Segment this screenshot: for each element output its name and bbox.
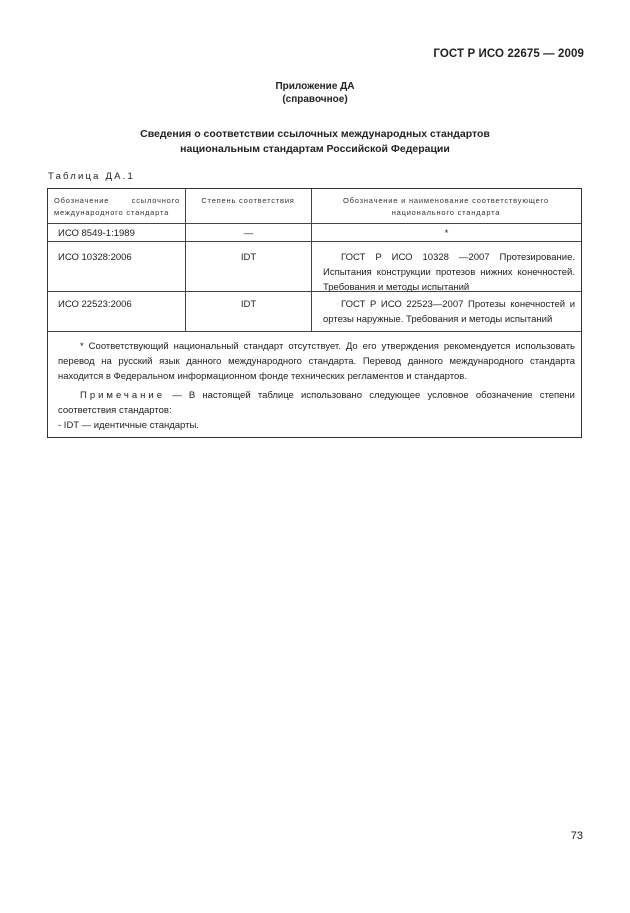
table-cell-international: ИСО 8549-1:1989 xyxy=(58,228,135,239)
header-national-standard: Обозначение и наименование соответствующего национального стандарта xyxy=(343,196,549,217)
table-caption: Таблица ДА.1 xyxy=(48,171,135,182)
note-item: - IDT — идентичные стандарты. xyxy=(58,420,199,431)
appendix-type: (справочное) xyxy=(282,94,348,105)
table-cell-international: ИСО 22523:2006 xyxy=(58,299,132,310)
appendix-title: Приложение ДА xyxy=(275,81,355,92)
note-label: Примечание xyxy=(80,390,165,401)
row-divider xyxy=(48,241,581,242)
table-cell-national: ГОСТ Р ИСО 22523—2007 Протезы конечностей и ортезы наружные. Требования и методы испытаний xyxy=(323,299,575,325)
table-cell-national: ГОСТ Р ИСО 10328 —2007 Протезирование. Испытания конструкции протезов нижних конечностей. Требования и методы испытаний xyxy=(323,252,575,293)
table-cell-national: * xyxy=(444,228,449,239)
row-divider xyxy=(48,331,581,332)
table-cell-degree: IDT xyxy=(240,299,257,310)
table-cell-international: ИСО 10328:2006 xyxy=(58,252,132,263)
page-number: 73 xyxy=(570,830,583,842)
section-title-line-2: национальным стандартам Российской Федерации xyxy=(180,143,450,155)
header-degree: Степень соответствия xyxy=(201,196,295,205)
table-footnote: * Соответствующий национальный стандарт отсутствует. До его утверждения рекомендуется использовать перевод на русский язык данного международного стандарта. Перевод данного международного стандарта находится в Федеральном информационном фонде технических регламентов и стандартов. xyxy=(58,341,575,382)
appendix-heading xyxy=(0,80,630,106)
table-cell-degree: IDT xyxy=(240,252,257,263)
column-divider xyxy=(311,189,312,331)
table-cell-degree: — xyxy=(243,228,254,239)
section-title-line-1: Сведения о соответствии ссылочных международных стандартов xyxy=(140,128,490,140)
table-note xyxy=(58,388,575,418)
note-text: — В настоящей таблице использовано следующее условное обозначение степени соответствия стандартов: xyxy=(58,390,575,416)
row-divider xyxy=(48,223,581,224)
header-international-standard: Обозначение ссылочного международного стандарта xyxy=(54,196,180,217)
document-id: ГОСТ Р ИСО 22675 — 2009 xyxy=(433,48,584,60)
section-title xyxy=(0,127,630,157)
